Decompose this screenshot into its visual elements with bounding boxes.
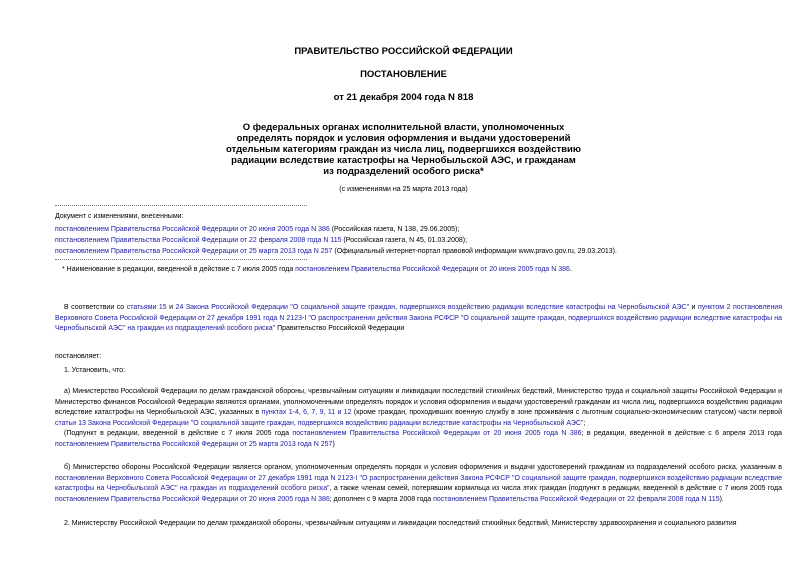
divider [55, 259, 307, 260]
point-2: 2. Министерству Российской Федерации по делам гражданской обороны, чрезвычайным ситуациям и ликвидации последствий стихийных бедствий, Министерству здравоохранения и социального развития [64, 520, 737, 527]
decree-link[interactable]: постановлением Правительства Российской Федерации от 25 марта 2013 года N 257 [55, 440, 333, 448]
subpoint-a-note: (Подпункт в редакции, введенной в действие с 7 июля 2005 года постановлением Правительства Российской Федерации от 20 июня 2005 года N 386; в редакции, введенной в действие с 6 апреля 2013 года постановлением Правительства Российской Федерации от 25 марта 2013 года N 257) [55, 430, 783, 448]
law-link[interactable]: пунктом 2 постановления Верховного Совета Российской Федерации от 27 декабря 1991 года N 2123-I "О распространении действия Закона РСФСР "О социальной защите граждан, подвергшихся воздействию радиации вследствие катастрофы на Чернобыльской АЭС" на граждан из подразделений особого риска" [55, 304, 783, 332]
doc-date: от 21 декабря 2004 года N 818 [333, 92, 474, 103]
change-item: постановлением Правительства Российской Федерации от 20 июня 2005 года N 386 (Российская газета, N 138, 29.06.2005); [55, 226, 460, 233]
article-link[interactable]: пунктах 1-4, 6, 7, 9, 11 и 12 [261, 409, 352, 416]
amendment-note: (с изменениями на 25 марта 2013 года) [339, 186, 468, 193]
footnote: * Наименование в редакции, введенной в действие с 7 июля 2005 года постановлением Правительства Российской Федерации от 20 июня 2005 года N 386. [62, 266, 572, 273]
decree-link[interactable]: постановлением Правительства Российской Федерации от 20 июня 2005 года N 386 [292, 430, 582, 437]
change-link[interactable]: постановлением Правительства Российской Федерации от 22 февраля 2008 года N 115 [55, 237, 342, 244]
subpoint-b: б) Министерство обороны Российской Федерации является органом, уполномоченным определять порядок и условия оформления и выдачи удостоверений гражданам из подразделений особого риска, указанным в постановлении Верховного Совета Российской Федерации от 27 декабря 1991 года N 2123-I "О распространении действия Закона РСФСР "О социальной защите граждан, подвергшихся воздействию радиации вследствие катастрофы на Чернобыльской АЭС" на граждан из подразделений особого риска", а также членам семей, потерявшим кормильца из числа этих граждан (подпункт в редакции, введенной в действие с 7 июля 2005 года постановлением Правительства Российской Федерации от 20 июня 2005 года N 386; дополнен с 9 марта 2008 года постановлением Правительства Российской Федерации от 22 февраля 2008 года N 115). [55, 464, 782, 503]
article-link[interactable]: статьи 13 Закона Российской Федерации "О социальной защите граждан, подвергшихся воздействию радиации вследствие катастрофы на Чернобыльской АЭС" [55, 419, 584, 427]
change-link[interactable]: постановлением Правительства Российской Федерации от 20 июня 2005 года N 386 [55, 226, 330, 233]
change-item: постановлением Правительства Российской Федерации от 22 февраля 2008 года N 115 (Российская газета, N 45, 01.03.2008); [55, 237, 468, 244]
decree-link[interactable]: постановлением Правительства Российской Федерации от 22 февраля 2008 года N 115 [433, 495, 720, 503]
decree-link[interactable]: постановлением Правительства Российской Федерации от 20 июня 2005 года N 386 [55, 495, 330, 503]
law-link[interactable]: 24 Закона Российской Федерации "О социальной защите граждан, подвергшихся воздействию радиации вследствие катастрофы на Чернобыльской АЭС" [175, 304, 690, 311]
title-line: определять порядок и условия оформления и выдачи удостоверений [236, 133, 571, 144]
doc-type-heading: ПОСТАНОВЛЕНИЕ [360, 69, 447, 80]
title-line: из подразделений особого риска* [323, 166, 484, 177]
government-heading: ПРАВИТЕЛЬСТВО РОССИЙСКОЙ ФЕДЕРАЦИИ [294, 46, 513, 57]
law-link[interactable]: статьями 15 [126, 304, 167, 311]
subpoint-a: а) Министерство Российской Федерации по делам гражданской обороны, чрезвычайным ситуациям и ликвидации последствий стихийных бедствий, Министерство труда и социальной защиты Российской Федерации и Министерство финансов Российской Федерации являются органами, уполномоченными определять порядок и условия оформления и выдачи удостоверений гражданам из числа лиц, подвергшихся воздействию радиации вследствие катастрофы на Чернобыльской АЭС, указанных в пунктах 1-4, 6, 7, 9, 11 и 12 (кроме граждан, проходивших военную службу в зоне проживания с льготным социально-экономическим статусом) части первой статьи 13 Закона Российской Федерации "О социальной защите граждан, подвергшихся воздействию радиации вследствие катастрофы на Чернобыльской АЭС"; [55, 388, 782, 427]
footnote-link[interactable]: постановлением Правительства Российской Федерации от 20 июня 2005 года N 386 [295, 266, 570, 273]
changes-intro: Документ с изменениями, внесенными: [55, 213, 184, 220]
change-link[interactable]: постановлением Правительства Российской Федерации от 25 марта 2013 года N 257 [55, 248, 333, 255]
title-line: радиации вследствие катастрофы на Чернобыльской АЭС, и гражданам [231, 155, 576, 166]
title-line: О федеральных органах исполнительной власти, уполномоченных [242, 122, 565, 133]
preamble-paragraph: В соответствии со статьями 15 и 24 Закона Российской Федерации "О социальной защите граждан, подвергшихся воздействию радиации вследствие катастрофы на Чернобыльской АЭС" и пунктом 2 постановления Верховного Совета Российской Федерации от 27 декабря 1991 года N 2123-I "О распространении действия Закона РСФСР "О социальной защите граждан, подвергшихся воздействию радиации вследствие катастрофы на Чернобыльской АЭС" на граждан из подразделений особого риска" Правительство Российской Федерации [55, 304, 783, 332]
title-line: отдельным категориям граждан из числа лиц, подвергшихся воздействию [226, 144, 581, 155]
decides-label: постановляет: [55, 353, 102, 360]
change-item: постановлением Правительства Российской Федерации от 25 марта 2013 года N 257 (Официальный интернет-портал правовой информации www.pravo.gov.ru, 29.03.2013). [55, 248, 617, 255]
point-1: 1. Установить, что: [64, 367, 126, 374]
decree-link[interactable]: постановлении Верховного Совета Российской Федерации от 27 декабря 1991 года N 2123-I "О распространении действия Закона РСФСР "О социальной защите граждан, подвергшихся воздействию радиации вследствие катастрофы на Чернобыльской АЭС" на граждан из подразделений особого риска" [55, 474, 782, 492]
divider [55, 205, 307, 206]
